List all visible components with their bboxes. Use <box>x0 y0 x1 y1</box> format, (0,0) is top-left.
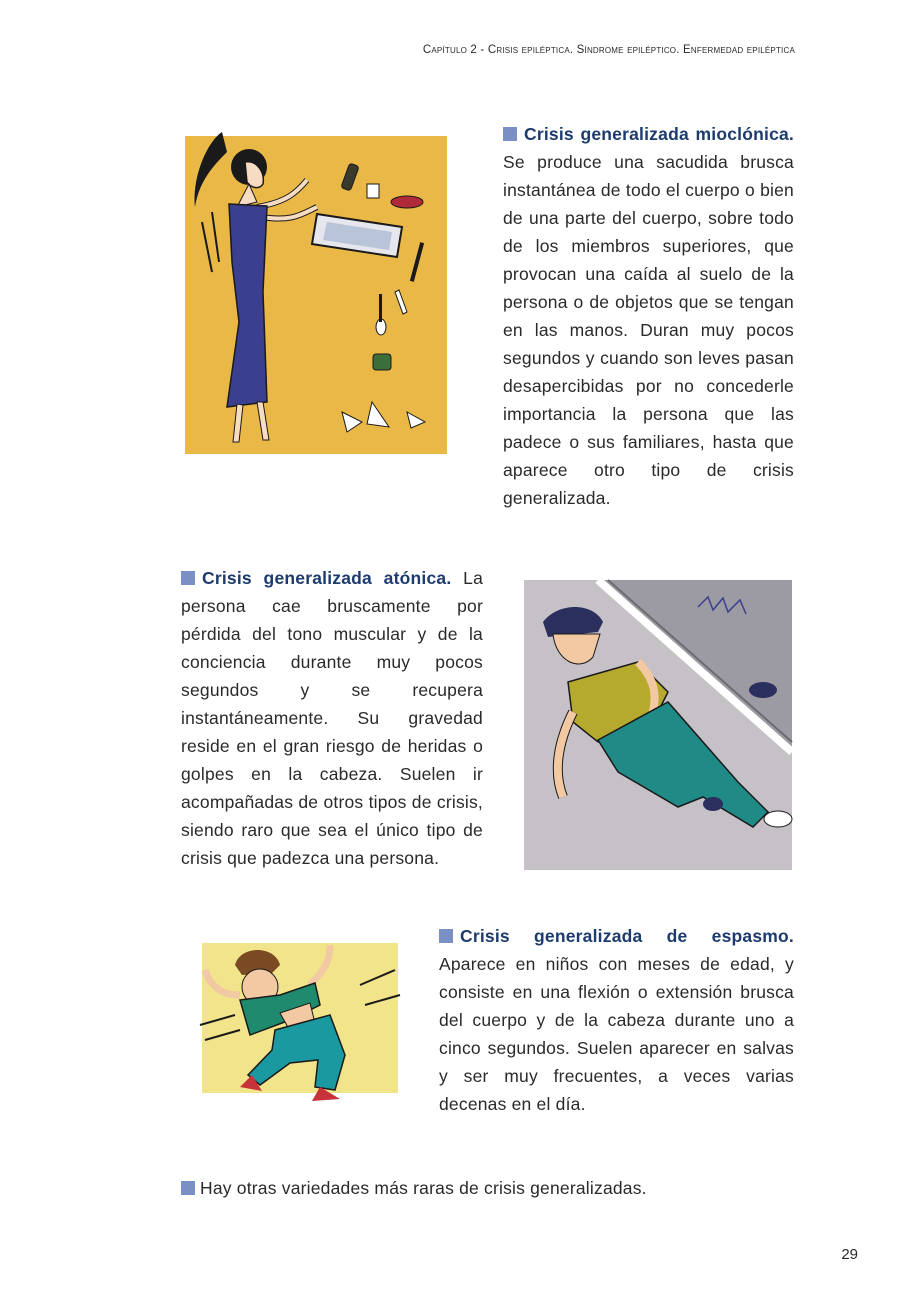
section-body: Aparece en niños con meses de edad, y consiste en una flexión o extensión brusca del cuerpo y de la cabeza durante uno a cinco segundos. Suelen aparecer en salvas y ser muy frecuentes, a veces varias decenas en el día. <box>439 954 794 1114</box>
bullet-square-icon <box>439 929 453 943</box>
section-body: Se produce una sacudida brusca instantánea de todo el cuerpo o bien de una parte del cuerpo, sobre todo de los miembros superiores, que provocan una caída al suelo de la persona o de objetos que se tengan en las manos. Duran muy pocos segundos y cuando son leves pasan desapercibidas por no concederle importancia la persona que las padece o sus familiares, hasta que aparece otro tipo de crisis generalizada. <box>503 152 794 508</box>
page-number: 29 <box>841 1246 858 1263</box>
section-title: Crisis generalizada de espasmo. <box>460 926 794 946</box>
section-body: La persona cae bruscamente por pérdida del tono muscular y de la conciencia durante muy pocos segundos y se recupera instantáneamente. Su gravedad reside en el gran riesgo de heridas o golpes en la cabeza. Suelen ir acompañadas de otros tipos de crisis, siendo raro que sea el único tipo de crisis que padezca una persona. <box>181 568 484 868</box>
section-title: Crisis generalizada mioclónica. <box>524 124 794 144</box>
section-atonic <box>181 564 483 872</box>
bullet-square-icon <box>181 1181 195 1195</box>
illustration-spasm <box>180 925 410 1117</box>
section-title: Crisis generalizada atónica. <box>202 568 452 588</box>
bullet-square-icon <box>503 127 517 141</box>
section-myoclonic <box>503 120 794 512</box>
bullet-square-icon <box>181 571 195 585</box>
illustration-atonic <box>508 572 798 874</box>
closing-note-text: Hay otras variedades más raras de crisis generalizadas. <box>200 1178 647 1198</box>
section-spasm <box>439 922 794 1118</box>
closing-note <box>181 1178 647 1199</box>
running-header: Capítulo 2 - Crisis epiléptica. Síndrome epiléptico. Enfermedad epiléptica <box>422 44 795 56</box>
illustration-myoclonic <box>167 122 457 457</box>
